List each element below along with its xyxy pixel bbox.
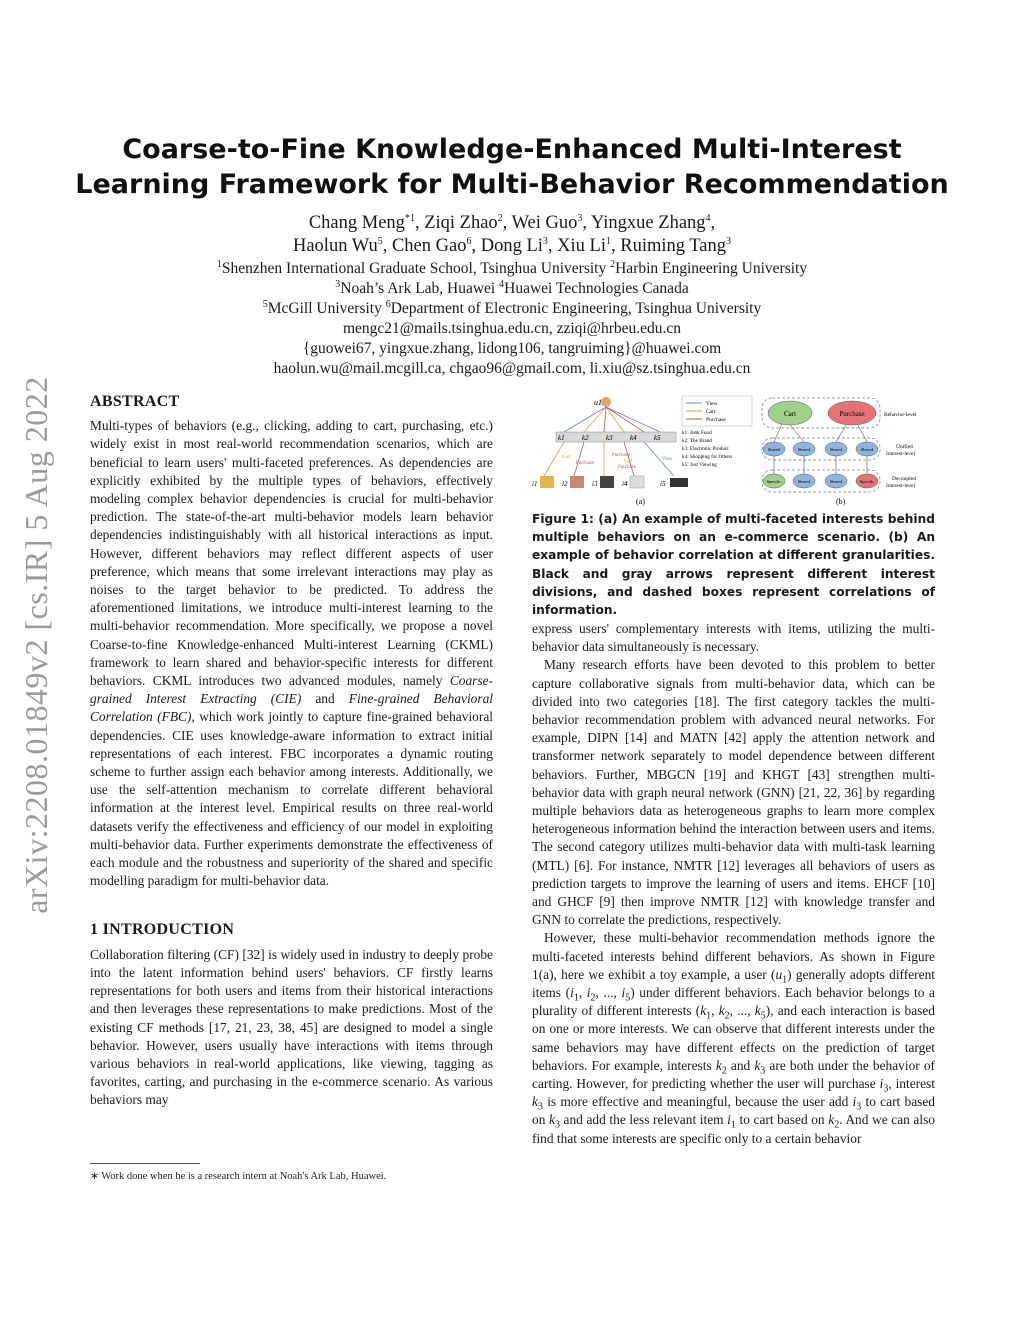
interest-k4: k4 bbox=[630, 434, 637, 442]
interest-k5: k5 bbox=[654, 434, 661, 442]
item-image bbox=[540, 476, 554, 488]
item-i4: i4 bbox=[622, 480, 628, 488]
unified-label: Interest-level bbox=[886, 451, 916, 457]
footnote-divider bbox=[90, 1163, 200, 1164]
shared-label: Shared bbox=[829, 479, 843, 484]
abstract-text: Multi-types of behaviors (e.g., clicking, adding to cart, purchasing, etc.) widely exist in most real-world recommendation scenarios, which are beneficial to learn users' multi-faceted preferences. As dependencies are explicitly exhibited by the multiple types of behaviors, effectively modeling complex behavior dependencies is crucial for multi-behavior prediction. The state-of-the-art multi-behavior models learn behavior dependencies indistinguishably with all historical interactions as input. However, different behaviors may reflect different aspects of user preference, which means that some irrelevant interactions may play as noises to the target behavior to be predicted. To address the aforementioned limitations, we introduce multi-interest learning to the multi-behavior recommendation. More specifically, we propose a novel Coarse-to-fine Knowledge-enhanced Multi-interest Learning (CKML) framework to learn shared and behavior-specific interests for different behaviors. CKML introduces two advanced modules, namely Coarse-grained Interest Extracting (CIE) and Fine-grained Behavioral Correlation (FBC), which work jointly to capture fine-grained behavioral dependencies. CIE uses knowledge-aware information to extract initial representations of each interest. FBC incorporates a dynamic routing scheme to further assign each behavior among interests. Additionally, we use the self-attention mechanism to correlate different behavioral information at the interest level. Empirical results on three real-world datasets verify the effectiveness and efficiency of our model in exploiting multi-behavior data. Further experiments demonstrate the effectiveness of each module and the robustness and superiority of the shared and specific modelling paradigm for multi-behavior data. bbox=[90, 418, 494, 889]
specific-label: Specific bbox=[766, 479, 782, 484]
author-list bbox=[60, 212, 964, 258]
item-image bbox=[630, 476, 644, 488]
affiliation-line: $^3$Noah’s Ark Lab, Huawei $^4$Huawei Technologies Canada bbox=[335, 278, 689, 297]
introduction-text: Collaboration filtering (CF) [32] is widely used in industry to deeply probe into the latent information behind users' behaviors. CF firstly learns representations for both users and items from their historical interactions and then leverages these representations to make predictions. Most of the existing CF methods [17, 21, 23, 38, 45] are designed to model a single behavior. However, users usually have interactions with items through various behaviors in real-world applications, like viewing, tagging as favorites, carting, and purchasing in the e-commerce scenario. As various behaviors may bbox=[90, 946, 493, 1108]
affiliation-line: $^1$Shenzhen International Graduate School, Tsinghua University $^2$Harbin Engineering University bbox=[216, 258, 808, 277]
email-line[interactable]: {guowei67, yingxue.zhang, lidong106, tangruiming}@huawei.com bbox=[302, 340, 722, 357]
interest-desc: k2: The Brand bbox=[682, 438, 712, 444]
figure-caption: Figure 1: (a) An example of multi-faceted interests behind multiple behaviors on an e-commerce scenario. (b) An example of behavior correlation at different granularities. Black and gray arrows represent different interest divisions, and dashed boxes represent correlations of information. bbox=[532, 512, 935, 618]
unified-label: Unified bbox=[896, 444, 913, 450]
paragraph: However, these multi-behavior recommendation methods ignore the multi-faceted interests behind different behaviors. As shown in Figure 1(a), here we exhibit a toy example, a user $(u_1)$ generally adopts different items ($i_1$, $i_2$, ..., $i_5$) under different behaviors. Each behavior belongs to a plurality of different interests ($k_1$, $k_2$, ..., $k_5$), and each interaction is based on one or more interests. We can observe that different interests under the same behaviors may have different effects on the prediction of target behaviors. For example, interests $k_2$ and $k_3$ are both under the behavior of carting. However, for predicting whether the user will purchase $i_3$, interest $k_3$ is more effective and meaningful, because the user add $i_3$ to cart based on $k_3$ and add the less relevant item $i_1$ to cart based on $k_2$. And we can also find that some interests are specific only to a certain behavior bbox=[532, 930, 936, 1146]
right-column bbox=[532, 620, 935, 1148]
item-i3: i3 bbox=[592, 480, 598, 488]
interest-desc: k4: Shopping for Others bbox=[682, 454, 733, 460]
edge-label: Purchase bbox=[612, 453, 631, 458]
item-image bbox=[670, 478, 688, 487]
item-image bbox=[600, 476, 614, 488]
abstract-heading: ABSTRACT bbox=[90, 393, 180, 410]
paper-title: Coarse-to-Fine Knowledge-Enhanced Multi-Interest Learning Framework for Multi-Behavior Recommendation bbox=[75, 134, 949, 200]
legend-view: View bbox=[706, 401, 718, 407]
item-i2: i2 bbox=[562, 480, 568, 488]
interest-k3: k3 bbox=[606, 434, 613, 442]
user-icon bbox=[601, 397, 611, 407]
edge-label: Purchase bbox=[576, 461, 595, 466]
affiliation-line: $^5$McGill University $^6$Department of Electronic Engineering, Tsinghua University bbox=[262, 298, 762, 317]
interest-desc: k3: Electronic Product bbox=[682, 446, 729, 452]
affiliations bbox=[60, 259, 964, 379]
item-i1: i1 bbox=[532, 480, 538, 488]
behavior-level-label: Behavior-level bbox=[884, 412, 917, 418]
introduction-heading: 1 INTRODUCTION bbox=[90, 921, 235, 939]
figure-1a bbox=[532, 396, 752, 506]
edge-label: Purchase bbox=[618, 465, 637, 470]
decoupled-label: Interest-level bbox=[886, 483, 916, 489]
left-column bbox=[90, 393, 493, 1110]
panel-label-b: (b) bbox=[836, 497, 846, 506]
paragraph: Many research efforts have been devoted to this problem to better capture collaborative signals from multi-behavior data, which can be divided into two categories [18]. The first category tackles the multi-behavior recommendation problem with advanced neural networks. For example, DIPN [14] and MATN [42] apply the attention network and transformer network separately to model dependence between different behaviors. Further, MBGCN [19] and KHGT [43] strengthen multi-behavior data with graph neural network (GNN) [21, 22, 36] by regarding multiple behaviors data as heterogeneous graphs to learn more complex heterogeneous information behind the interaction between users and items. The second category utilizes multi-behavior data with multi-task learning (MTL) [6]. For instance, NMTR [12] leverages all behaviors of users as prediction targets to improve the learning of users and items. EHCF [10] and GHCF [9] then improve NMTR [12] with knowledge transfer and GNN to correlate the predictions, respectively. bbox=[532, 657, 935, 928]
edge-label: Cart bbox=[562, 455, 571, 460]
figure-1b bbox=[762, 398, 917, 506]
purchase-label: Purchase bbox=[839, 410, 865, 418]
item-image bbox=[570, 476, 584, 488]
email-line[interactable]: haolun.wu@mail.mcgill.ca, chgao96@gmail.com, li.xiu@sz.tsinghua.edu.cn bbox=[273, 360, 751, 377]
shared-label: Shared bbox=[797, 447, 811, 452]
author-line-2: Haolun Wu$^5$, Chen Gao$^6$, Dong Li$^3$, Xiu Li$^1$, Ruiming Tang$^3$ bbox=[292, 235, 732, 256]
figure-1 bbox=[532, 392, 938, 507]
arxiv-identifier: arXiv:2208.01849v2 [cs.IR] 5 Aug 2022 bbox=[18, 376, 54, 914]
shared-label: Shared bbox=[829, 447, 843, 452]
item-i5: i5 bbox=[660, 480, 666, 488]
legend-purchase: Purchase bbox=[706, 417, 726, 423]
author-line-1: Chang Meng$^{*1}$, Ziqi Zhao$^2$, Wei Guo$^3$, Yingxue Zhang$^4$, bbox=[308, 212, 716, 233]
legend-cart: Cart bbox=[706, 409, 716, 415]
email-line[interactable]: mengc21@mails.tsinghua.edu.cn, zziqi@hrbeu.edu.cn bbox=[342, 320, 682, 337]
edge-label: Cart bbox=[624, 459, 633, 464]
interest-desc: k5: Just Viewing bbox=[682, 462, 717, 468]
interest-k2: k2 bbox=[582, 434, 589, 442]
edge-label: View bbox=[662, 457, 673, 462]
cart-label: Cart bbox=[783, 410, 797, 418]
panel-label-a: (a) bbox=[636, 497, 645, 506]
footnote: ∗ Work done when he is a research intern at Noah's Ark Lab, Huawei. bbox=[90, 1171, 387, 1182]
shared-label: Shared bbox=[797, 479, 811, 484]
decoupled-label: Decoupled bbox=[892, 476, 916, 482]
shared-label: Shared bbox=[860, 447, 874, 452]
specific-label: Specific bbox=[859, 479, 875, 484]
paragraph: express users' complementary interests with items, utilizing the multi-behavior data simultaneously is necessary. bbox=[532, 621, 935, 655]
interest-desc: k1: Junk Food bbox=[682, 430, 712, 436]
shared-label: Shared bbox=[767, 447, 781, 452]
interest-k1: k1 bbox=[558, 434, 565, 442]
user-label: u1 bbox=[594, 398, 602, 407]
